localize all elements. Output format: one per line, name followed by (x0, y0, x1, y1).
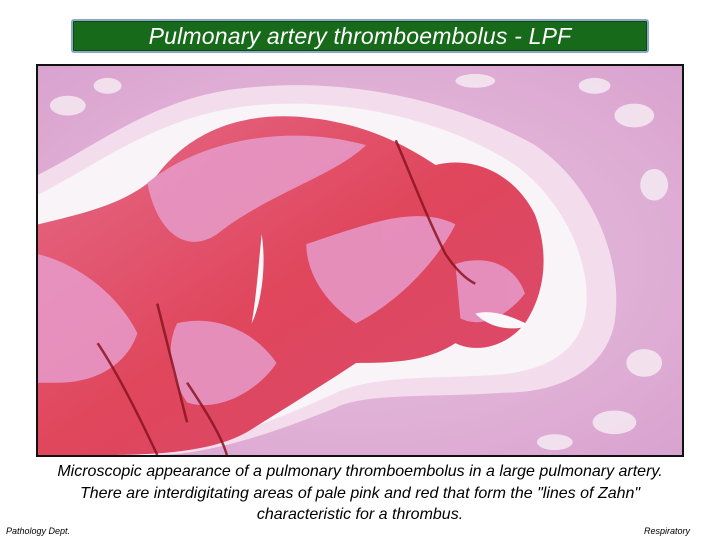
footer-department: Pathology Dept. (6, 526, 71, 536)
slide-title-banner (71, 19, 649, 53)
footer-section: Respiratory (643, 526, 690, 536)
micrograph-image (36, 64, 684, 457)
slide-title: Pulmonary artery thromboembolus - LPF (148, 22, 572, 49)
micrograph-illustration (38, 66, 682, 455)
slide-caption: Microscopic appearance of a pulmonary thromboembolus in a large pulmonary artery. There are interdigitating areas of pale pink and red that form the "lines of Zahn" characteristic for a thrombus. (57, 463, 663, 523)
